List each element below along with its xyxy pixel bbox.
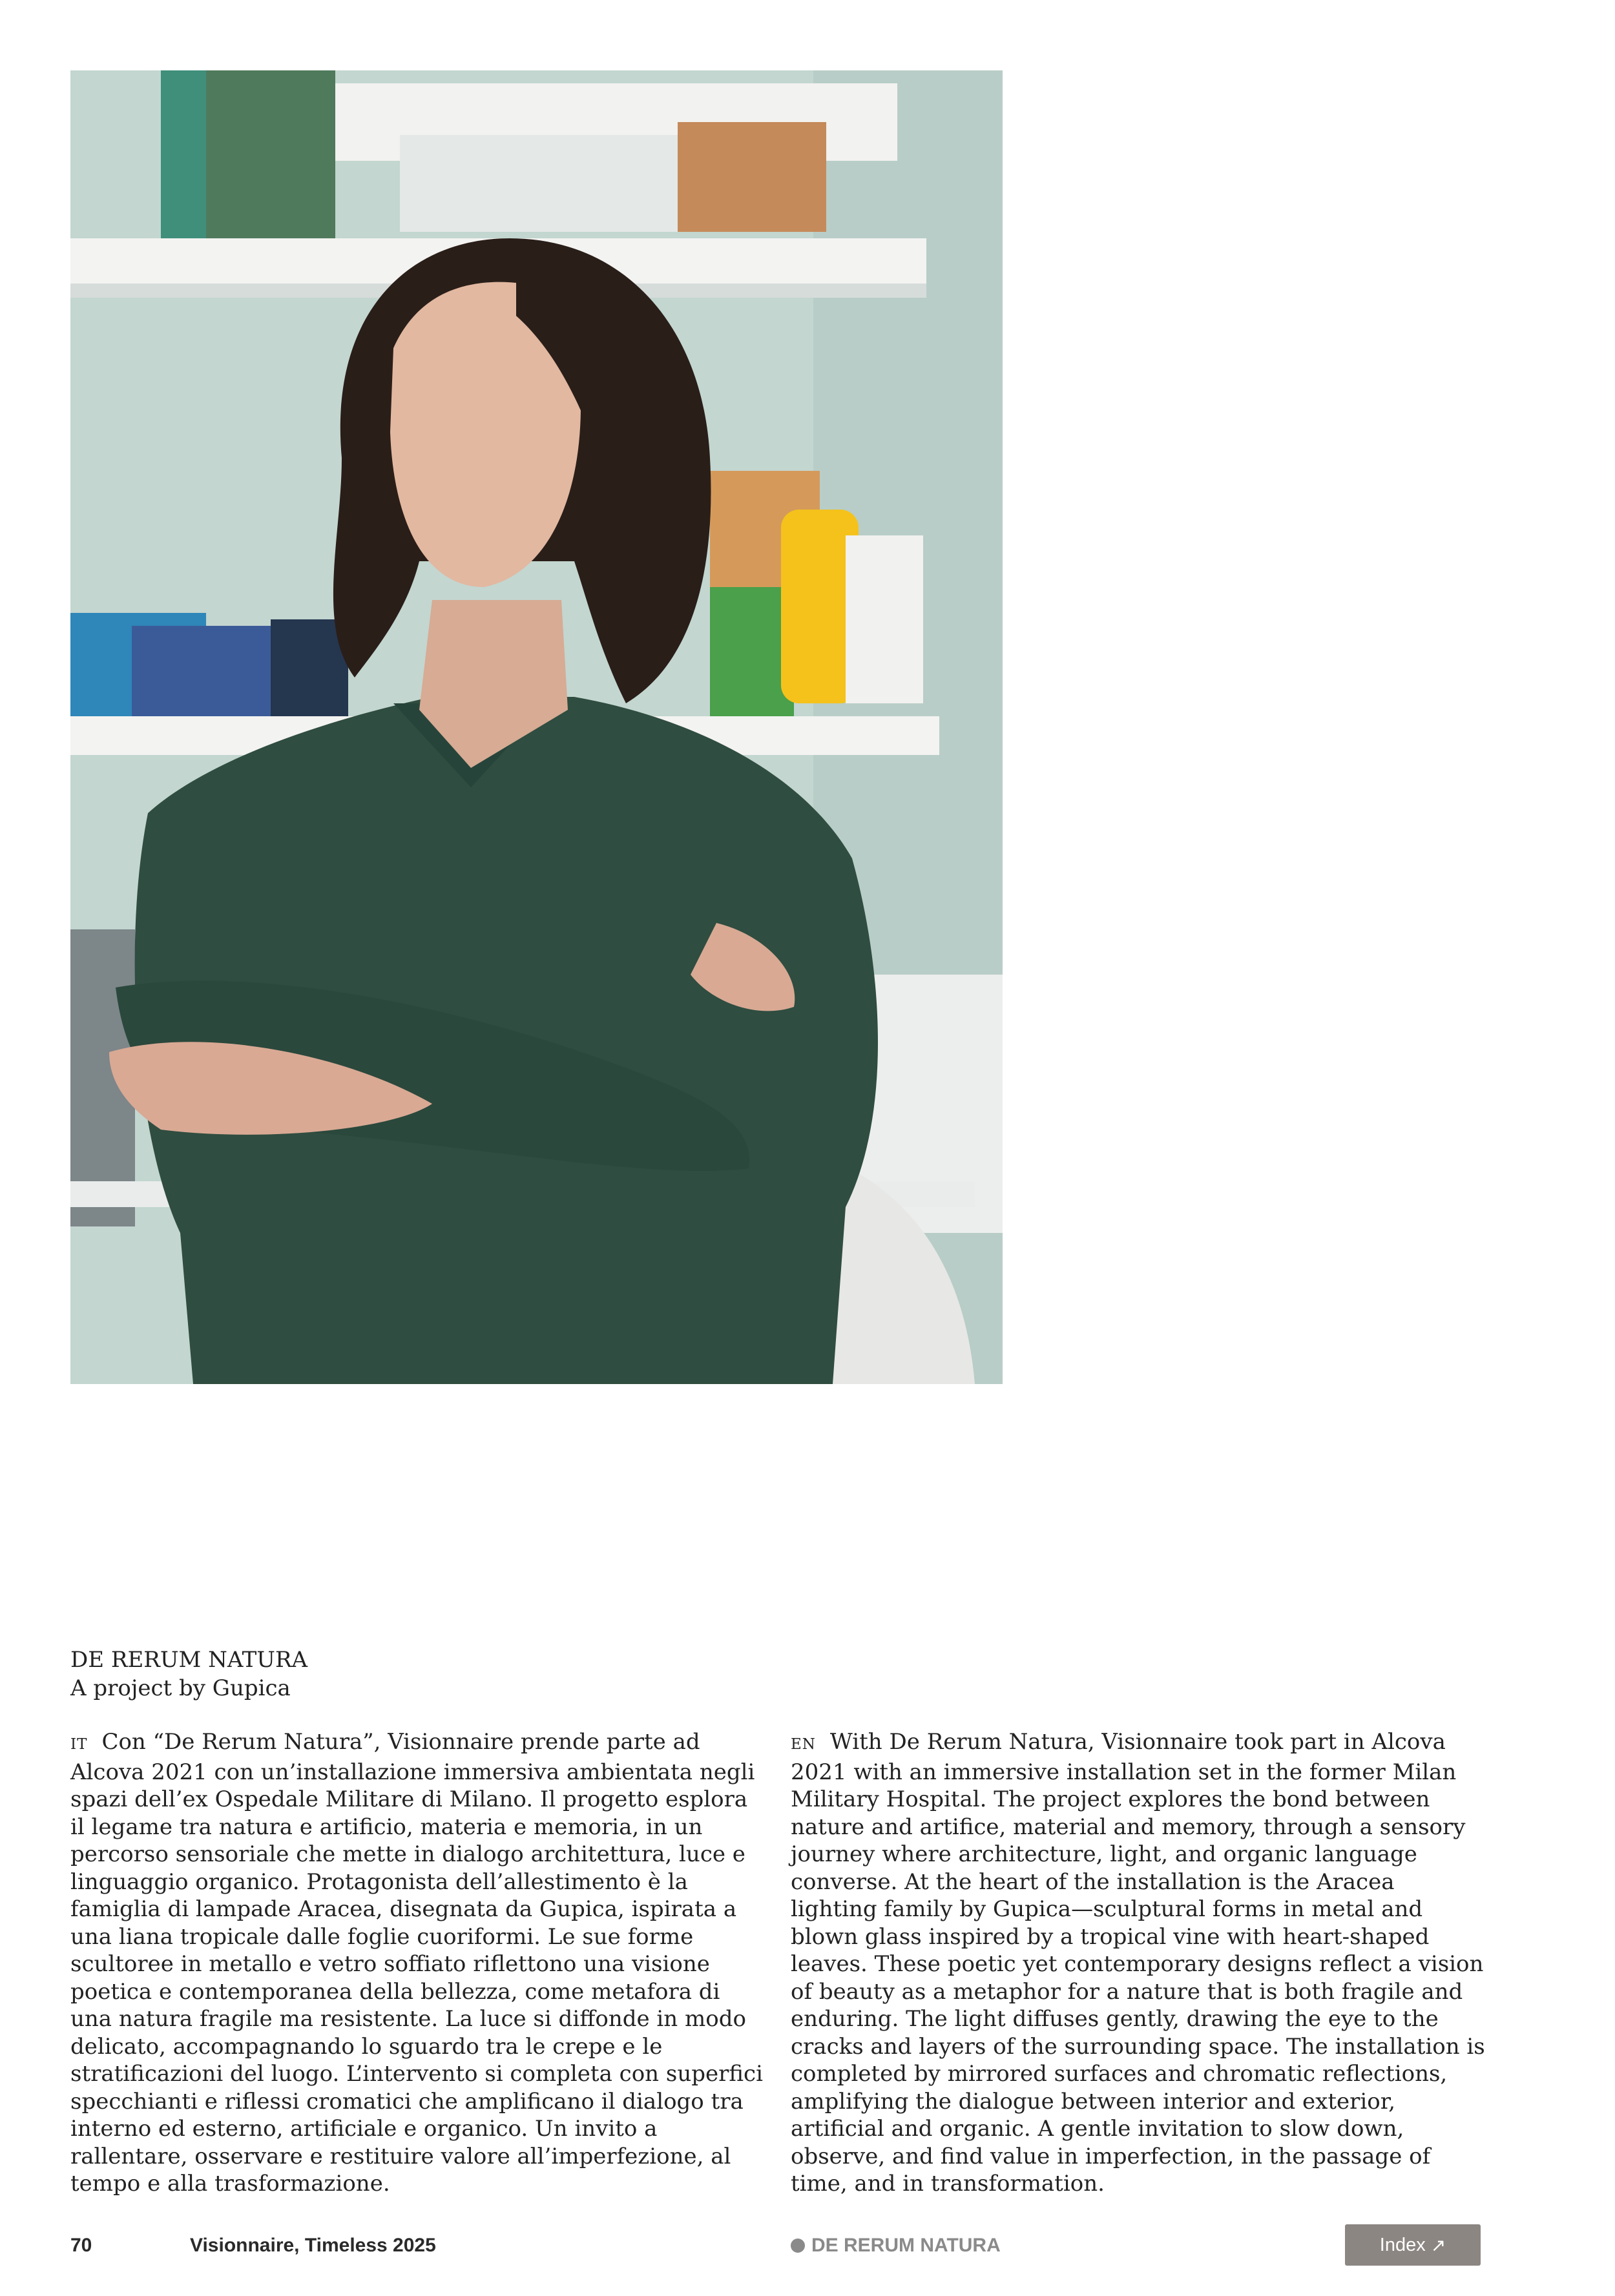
index-label: Index	[1379, 2234, 1426, 2255]
article-title: DE RERUM NATURA	[70, 1647, 308, 1673]
arrow-up-right-icon: ↗	[1430, 2235, 1446, 2255]
bullet-icon	[791, 2239, 805, 2253]
article-subtitle: A project by Gupica	[70, 1675, 291, 1701]
magazine-title: Visionnaire, Timeless 2025	[190, 2235, 436, 2256]
section-name: DE RERUM NATURA	[811, 2235, 1001, 2256]
english-column	[791, 1728, 1485, 2198]
italian-text: Con “De Rerum Natura”, Visionnaire prende parte ad Alcova 2021 con un’installazione immersiva ambientata negli spazi dell’ex Ospedale Militare di Milano. Il progetto esplora il legame tra natura e artificio, materia e memoria, in un percorso sensoriale che mette in dialogo architettura, luce e linguaggio organico. Protagonista dell’allestimento è la famiglia di lampade Aracea, disegnata da Gupica, ispirata a una liana tropicale dalle foglie cuoriformi. Le sue forme scultoree in metallo e vetro soffiato riflettono una visione poetica e contemporanea della bellezza, come metafora di una natura fragile ma resistente. La luce si diffonde in modo delicato, accompagnando lo sguardo tra le crepe e le stratificazioni del luogo. L’intervento si completa con superfici specchianti e riflessi cromatici che amplificano il dialogo tra interno ed esterno, artificiale e organico. Un invito a rallentare, osservare e restituire valore all’imperfezione, al tempo e alla trasformazione.	[70, 1729, 763, 2197]
language-label-it: IT	[70, 1736, 88, 1753]
index-button[interactable]	[1345, 2224, 1481, 2266]
page-number: 70	[70, 2235, 92, 2256]
section-label	[791, 2235, 1001, 2257]
english-text: With De Rerum Natura, Visionnaire took part in Alcova 2021 with an immersive installation set in the former Milan Military Hospital. The project explores the bond between nature and artifice, material and memory, through a sensory journey where architecture, light, and organic language converse. At the heart of the installation is the Aracea lighting family by Gupica—sculptural forms in metal and blown glass inspired by a tropical vine with heart-shaped leaves. These poetic yet contemporary designs reflect a vision of beauty as a metaphor for a nature that is both fragile and enduring. The light diffuses gently, drawing the eye to the cracks and layers of the surrounding space. The installation is completed by mirrored surfaces and chromatic reflections, amplifying the dialogue between interior and exterior, artificial and organic. A gentle invitation to slow down, observe, and find value in imperfection, in the passage of time, and in transformation.	[791, 1729, 1485, 2197]
portrait-illustration	[70, 70, 1003, 1384]
italian-column	[70, 1728, 765, 2198]
page-footer	[0, 2224, 1615, 2266]
language-label-en: EN	[791, 1736, 816, 1753]
portrait-photo	[70, 70, 1003, 1384]
